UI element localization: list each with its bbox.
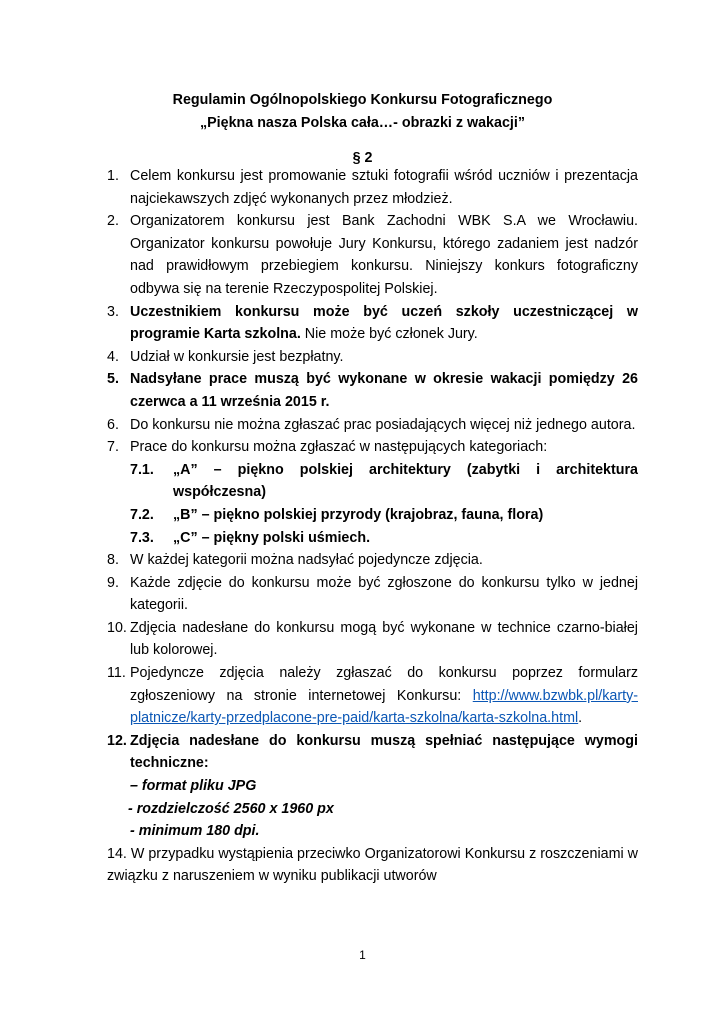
- page-number: 1: [359, 948, 366, 962]
- item-text: Nie może być członek Jury.: [300, 326, 478, 343]
- list-item: [107, 572, 638, 617]
- item-text: Udział w konkursie jest bezpłatny.: [130, 348, 344, 365]
- item-number: 5.: [107, 371, 119, 388]
- sub-item-number: 7.2.: [130, 506, 154, 523]
- list-item: [107, 368, 638, 413]
- sub-item-text: „C” – piękny polski uśmiech.: [173, 529, 371, 546]
- item-text-bold: Uczestnikiem konkursu może być uczeń szkoły uczestniczącej w programie Karta szkolna.: [130, 303, 638, 343]
- list-item: [107, 436, 638, 459]
- item-text: Do konkursu nie można zgłaszać prac posiadających więcej niż jednego autora.: [130, 416, 636, 433]
- item-text: Prace do konkursu można zgłaszać w następujących kategoriach:: [130, 439, 548, 456]
- sub-item-text: „B” – piękno polskiej przyrody (krajobraz, fauna, flora): [173, 506, 544, 523]
- item-number: 7.: [107, 439, 119, 456]
- item-text: Zdjęcia nadesłane do konkursu mogą być wykonane w technice czarno-białej lub kolorowej.: [130, 619, 638, 659]
- requirement-dpi: - minimum 180 dpi.: [130, 823, 260, 840]
- item-text: Pojedyncze zdjęcia należy zgłaszać do konkursu poprzez formularz zgłoszeniowy na stronie internetowej Konkursu:: [130, 665, 638, 704]
- item-number: 11.: [107, 665, 126, 682]
- item-number: 2.: [107, 213, 119, 230]
- item-text: Celem konkursu jest promowanie sztuki fotografii wśród uczniów i prezentacja najciekawszych zdjęć wykonanych przez młodzież.: [130, 168, 638, 207]
- item-number: 1.: [107, 168, 119, 184]
- requirement-format: – format pliku JPG: [130, 778, 257, 795]
- sub-item-b: [107, 504, 638, 527]
- list-item: [107, 414, 638, 437]
- item-number: 4.: [107, 348, 119, 365]
- sub-item-number: 7.1.: [130, 461, 154, 478]
- section-heading: § 2: [352, 150, 373, 166]
- sub-item-c: [107, 527, 638, 550]
- item-number: 8.: [107, 552, 119, 569]
- document-subtitle: „Piękna nasza Polska cała…- obrazki z wakacji”: [199, 115, 525, 131]
- list-item: 14. W przypadku wystąpienia przeciwko Organizatorowi Konkursu z roszczeniami w związku z naruszeniem w wyniku publikacji utworów: [107, 845, 638, 885]
- item-text: Nadsyłane prace muszą być wykonane w okresie wakacji pomiędzy 26 czerwca a 11 września 2015 r.: [130, 371, 638, 410]
- sub-item-a: [107, 459, 638, 504]
- item-number: 3.: [107, 303, 119, 320]
- requirement-resolution: - rozdzielczość 2560 x 1960 px: [128, 800, 334, 817]
- list-item: [107, 210, 638, 300]
- sub-item-number: 7.3.: [130, 529, 154, 546]
- item-number: 9.: [107, 574, 119, 591]
- item-text: W każdej kategorii można nadsyłać pojedyncze zdjęcia.: [130, 552, 483, 569]
- item-text: Zdjęcia nadesłane do konkursu muszą spełniać następujące wymogi techniczne:: [130, 732, 638, 772]
- item-text: Organizatorem konkursu jest Bank Zachodni WBK S.A we Wrocławiu. Organizator konkursu powołuje Jury Konkursu, którego zadaniem jest nadzór nad prawidłowym przebiegiem konkursu. Niniejszy konkurs fotograficzny odbywa się na terenie Rzeczypospolitej Polskiej.: [130, 213, 638, 297]
- item-number: 12.: [107, 732, 127, 749]
- item-number: 6.: [107, 416, 119, 433]
- list-item: [107, 346, 638, 369]
- item-text-end: .: [578, 710, 583, 727]
- list-item: [107, 301, 638, 346]
- list-item: [107, 617, 638, 662]
- list-item: [107, 549, 638, 572]
- list-item: [107, 730, 638, 775]
- contest-link[interactable]: http://www.bzwbk.pl/karty-platnicze/karty-przedplacone-pre-paid/karta-szkolna/karta-szkolna.html: [130, 687, 638, 727]
- list-item: [107, 662, 638, 730]
- item-number: 10.: [107, 619, 127, 636]
- sub-item-text: „A” – piękno polskiej architektury (zabytki i architektura współczesna): [173, 461, 638, 501]
- document-title: Regulamin Ogólnopolskiego Konkursu Fotograficznego: [172, 92, 553, 108]
- item-text: Każde zdjęcie do konkursu może być zgłoszone do konkursu tylko w jednej kategorii.: [130, 574, 638, 614]
- rules-list: [107, 165, 638, 888]
- list-item: [107, 165, 638, 210]
